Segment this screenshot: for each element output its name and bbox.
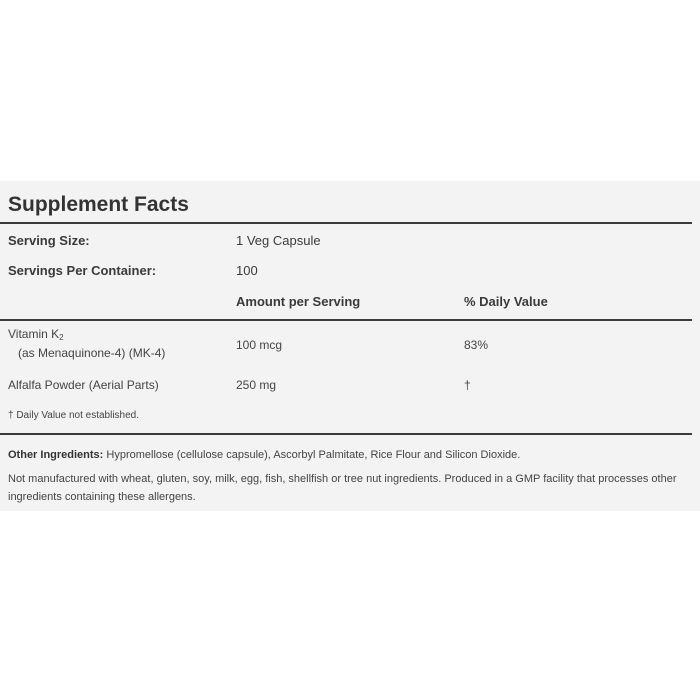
header-divider [0,319,692,321]
title-divider [0,222,692,224]
servings-per-container-label: Servings Per Container: [8,263,157,278]
nutrient-daily-value: 83% [464,338,489,352]
nutrient-name: Vitamin $K_2$ [8,327,64,342]
servings-per-container-value: 100 [236,263,258,278]
nutrient-name: Alfalfa Powder (Aerial Parts) [8,378,159,392]
other-ingredients-label: Other Ingredients: [8,449,104,461]
nutrient-form: (as Menaquinone-4) (MK-4) [18,346,166,360]
nutrient-subscript: 2 [59,333,64,342]
serving-size-value: 1 Veg Capsule [236,233,321,248]
other-ingredients-text: Hypromellose (cellulose capsule), Ascorbyl Palmitate, Rice Flour and Silicon Dioxide. [106,449,521,461]
amount-column-header: Amount per Serving [236,294,361,309]
nutrient-amount: 250 mg [236,378,277,392]
footnote-divider [0,433,692,435]
nutrient-daily-value: † [464,378,471,392]
footnote: † Daily Value not established. [8,410,140,421]
allergen-statement: Not manufactured with wheat, gluten, soy, milk, egg, fish, shellfish or tree nut ingredients. Produced in a GMP facility that processes other ingredients containing these allergens. [8,473,677,503]
panel-title: Supplement Facts [8,193,189,216]
supplement-facts-panel [0,181,700,511]
nutrient-amount: 100 mcg [236,338,283,352]
serving-size-label: Serving Size: [8,233,90,248]
other-ingredients [8,449,520,461]
daily-value-column-header: % Daily Value [464,294,548,309]
